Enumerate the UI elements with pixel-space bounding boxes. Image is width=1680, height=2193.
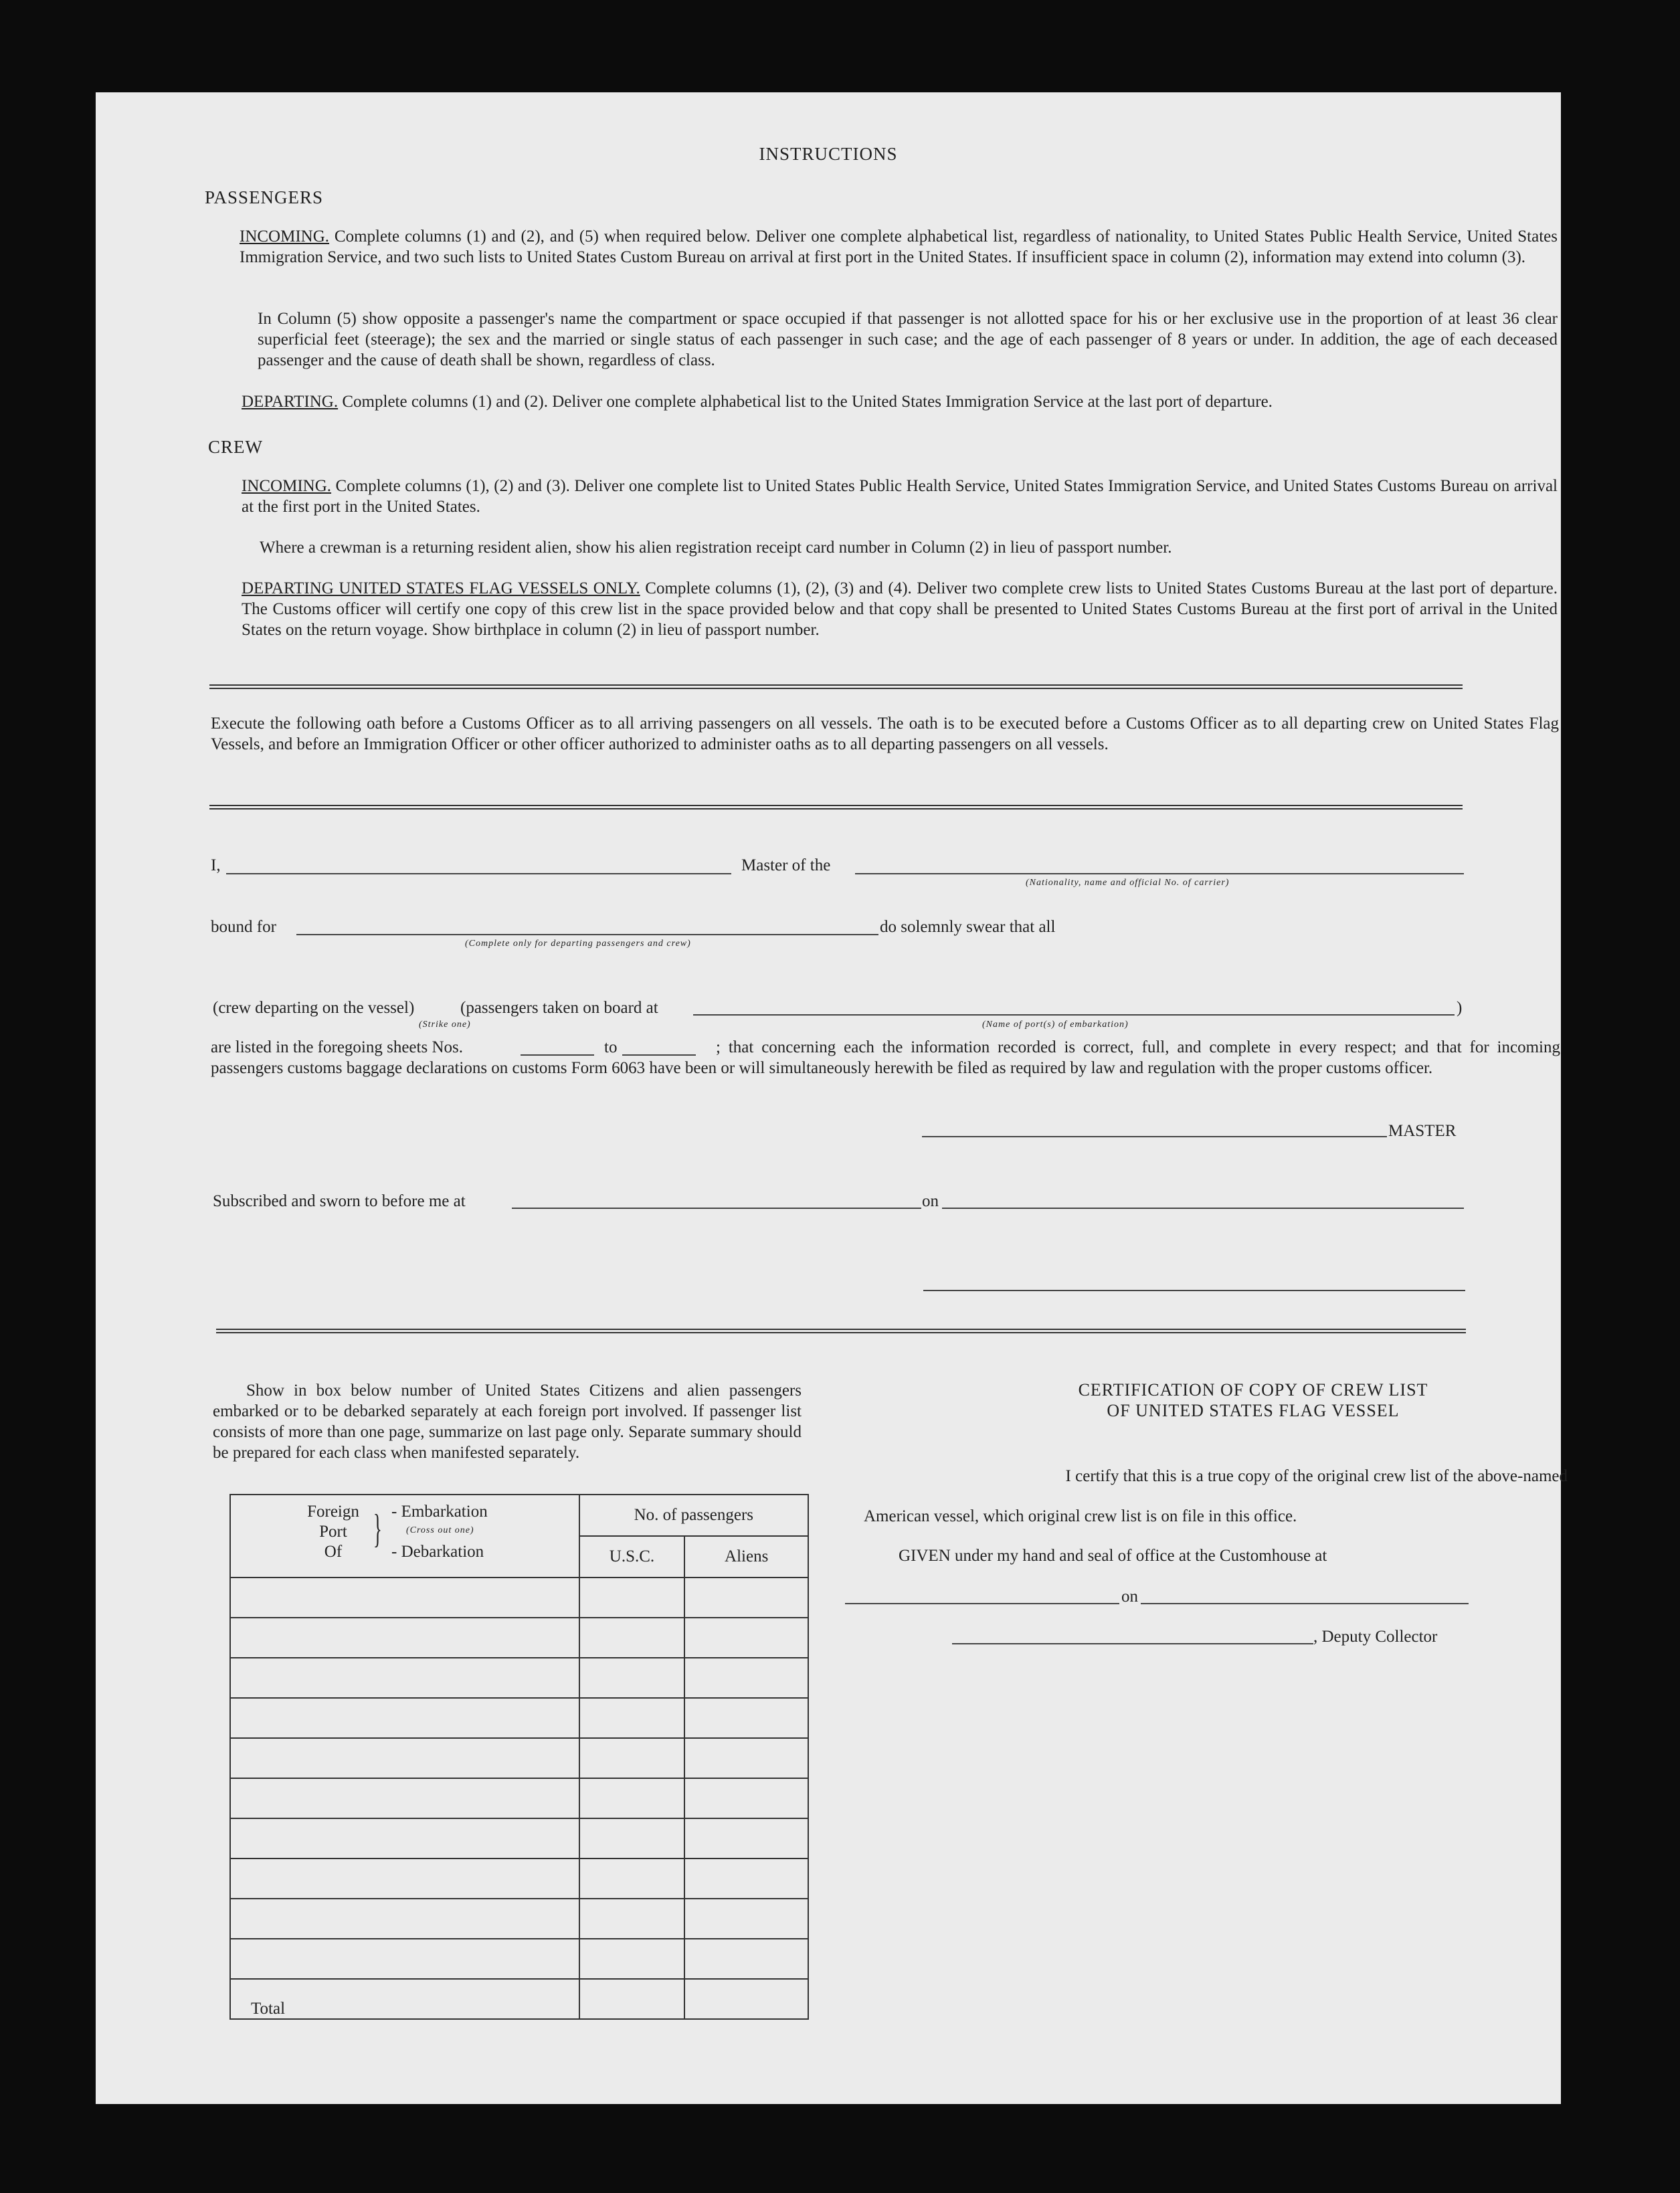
no-passengers-header: No. of passengers	[579, 1495, 808, 1536]
port-header-cell	[230, 1495, 579, 1578]
of-label: Of	[324, 1543, 343, 1561]
crew-departing-option[interactable]: (crew departing on the vessel)	[213, 999, 415, 1017]
passengers-incoming-label: INCOMING.	[240, 227, 330, 246]
crew-incoming-text: Complete columns (1), (2) and (3). Deliver one complete list to United States Public Health Service, United States Immigration Service, and United States Customs Bureau on arrival at the first port in the United States.	[242, 477, 1558, 516]
officer-signature-field[interactable]	[923, 1290, 1465, 1291]
table-row	[230, 1858, 808, 1899]
table-row	[230, 1578, 808, 1618]
passengers-departing-label: DEPARTING.	[242, 393, 339, 411]
master-signature-field[interactable]	[922, 1136, 1387, 1137]
foreign-label: Foreign	[307, 1503, 359, 1521]
aliens-header: Aliens	[684, 1536, 808, 1578]
table-row	[230, 1778, 808, 1818]
crew-incoming-para	[242, 476, 1558, 517]
customhouse-field[interactable]	[845, 1603, 1119, 1604]
crew-heading: CREW	[208, 437, 263, 457]
total-label: Total	[230, 1979, 579, 2019]
master-of-label: Master of the	[741, 856, 831, 874]
debarkation-label[interactable]: - Debarkation	[391, 1543, 484, 1561]
certification-on-label: on	[1121, 1588, 1138, 1606]
bound-hint: (Complete only for departing passengers and crew)	[465, 939, 691, 949]
carrier-field[interactable]	[855, 873, 1464, 874]
sworn-on-label: on	[922, 1192, 939, 1210]
crew-resident-para: Where a crewman is a returning resident alien, show his alien registration receipt card number in Column (2) in lieu of passport number.	[260, 539, 1172, 557]
master-label: MASTER	[1388, 1122, 1457, 1140]
oath-intro: Execute the following oath before a Customs Officer as to all arriving passengers on all vessels. The oath is to be executed before a Customs Officer as to all departing crew on United States Flag Vessels, and before an Immigration Officer or other officer authorized to administer oaths as to all departing passengers on all vessels.	[211, 714, 1559, 753]
passengers-departing-para	[242, 391, 1560, 412]
close-paren: )	[1457, 999, 1463, 1017]
section-divider	[216, 1329, 1466, 1333]
embarkation-label[interactable]: - Embarkation	[391, 1503, 488, 1521]
deputy-signature-field[interactable]	[952, 1643, 1313, 1644]
passengers-taken-option[interactable]: (passengers taken on board at	[460, 999, 658, 1017]
certification-title-1: CERTIFICATION OF COPY OF CREW LIST	[1078, 1380, 1428, 1400]
port-label: Port	[319, 1523, 347, 1541]
sworn-place-field[interactable]	[512, 1208, 921, 1209]
embarkation-ports-field[interactable]	[693, 1014, 1455, 1016]
section-divider	[209, 805, 1463, 809]
subscribed-label: Subscribed and sworn to before me at	[213, 1192, 466, 1210]
usc-header: U.S.C.	[579, 1536, 685, 1578]
passengers-heading: PASSENGERS	[205, 187, 324, 207]
deputy-collector-label: , Deputy Collector	[1313, 1628, 1438, 1646]
instructions-title: INSTRUCTIONS	[759, 144, 898, 164]
table-row	[230, 1698, 808, 1738]
cross-out-hint: (Cross out one)	[406, 1525, 474, 1535]
table-row	[230, 1738, 808, 1778]
table-row	[230, 1899, 808, 1939]
listed-suffix: ; that concerning each the information recorded is correct, full, and complete in every respect; and that for incoming passengers customs baggage declarations on customs Form 6063 have been or will simultaneously herewith be filed as required by law and regulation with the proper customs officer.	[211, 1038, 1560, 1077]
listed-prefix: are listed in the foregoing sheets Nos.	[211, 1038, 463, 1056]
crew-incoming-label: INCOMING.	[242, 477, 332, 495]
total-row	[230, 1979, 808, 2019]
certification-date-field[interactable]	[1141, 1603, 1469, 1604]
bound-for-field[interactable]	[296, 934, 878, 935]
table-row	[230, 1658, 808, 1698]
passengers-incoming-text: Complete columns (1) and (2), and (5) when required below. Deliver one complete alphabetical list, regardless of nationality, to United States Public Health Service, United States Immigration Service, and two such lists to United States Custom Bureau on arrival at first port in the United States. If insufficient space in column (2), information may extend into column (3).	[240, 227, 1558, 266]
crew-departing-para	[242, 578, 1558, 640]
certification-title-2: OF UNITED STATES FLAG VESSEL	[1107, 1401, 1400, 1420]
certification-line-1: I certify that this is a true copy of the original crew list of the above-named	[1065, 1467, 1568, 1485]
section-divider	[209, 684, 1463, 689]
table-row	[230, 1618, 808, 1658]
passengers-departing-text: Complete columns (1) and (2). Deliver one complete alphabetical list to the United States Immigration Service at the last port of departure.	[342, 393, 1273, 411]
sworn-date-field[interactable]	[942, 1208, 1464, 1209]
master-name-field[interactable]	[226, 873, 731, 874]
passengers-column5-para: In Column (5) show opposite a passenger's name the compartment or space occupied if that passenger is not allotted space for his or her exclusive use in the proportion of at least 36 clear superficial feet (steerage); the sex and the married or single status of each passenger in such case; and the age of each passenger of 8 years or under. In addition, the age of each deceased passenger and the cause of death shall be shown, regardless of class.	[258, 310, 1558, 369]
solemnly-label: do solemnly swear that all	[880, 918, 1056, 936]
bound-for-label: bound for	[211, 918, 276, 936]
strike-one-hint: (Strike one)	[419, 1020, 471, 1030]
crew-departing-label: DEPARTING UNITED STATES FLAG VESSELS ONLY.	[242, 579, 640, 597]
form-page	[96, 92, 1568, 2104]
table-row	[230, 1818, 808, 1858]
brace-icon: }	[373, 1507, 382, 1551]
summary-instructions: Show in box below number of United States Citizens and alien passengers embarked or to be debarked separately at each foreign port involved. If passenger list consists of more than one page, summarize on last page only. Separate summary should be prepared for each class when manifested separately.	[213, 1381, 802, 1462]
passengers-incoming-para	[240, 226, 1558, 268]
certification-line-2: American vessel, which original crew list is on file in this office.	[864, 1507, 1297, 1525]
nationality-hint: (Nationality, name and official No. of carrier)	[1026, 878, 1230, 888]
ports-hint: (Name of port(s) of embarkation)	[982, 1020, 1129, 1030]
oath-i-label: I,	[211, 856, 221, 874]
passenger-summary-table	[229, 1494, 809, 2020]
table-row	[230, 1939, 808, 1979]
listed-to: to	[604, 1038, 618, 1056]
crew-departing-text: Complete columns (1), (2), (3) and (4). Deliver two complete crew lists to United States Customs Bureau at the last port of departure. The Customs officer will certify one copy of this crew list in the space provided below and that copy shall be presented to United States Customs Bureau at the first port of arrival in the United States on the return voyage. Show birthplace in column (2) in lieu of passport number.	[242, 579, 1558, 639]
certification-line-3: GIVEN under my hand and seal of office at the Customhouse at	[899, 1547, 1327, 1565]
